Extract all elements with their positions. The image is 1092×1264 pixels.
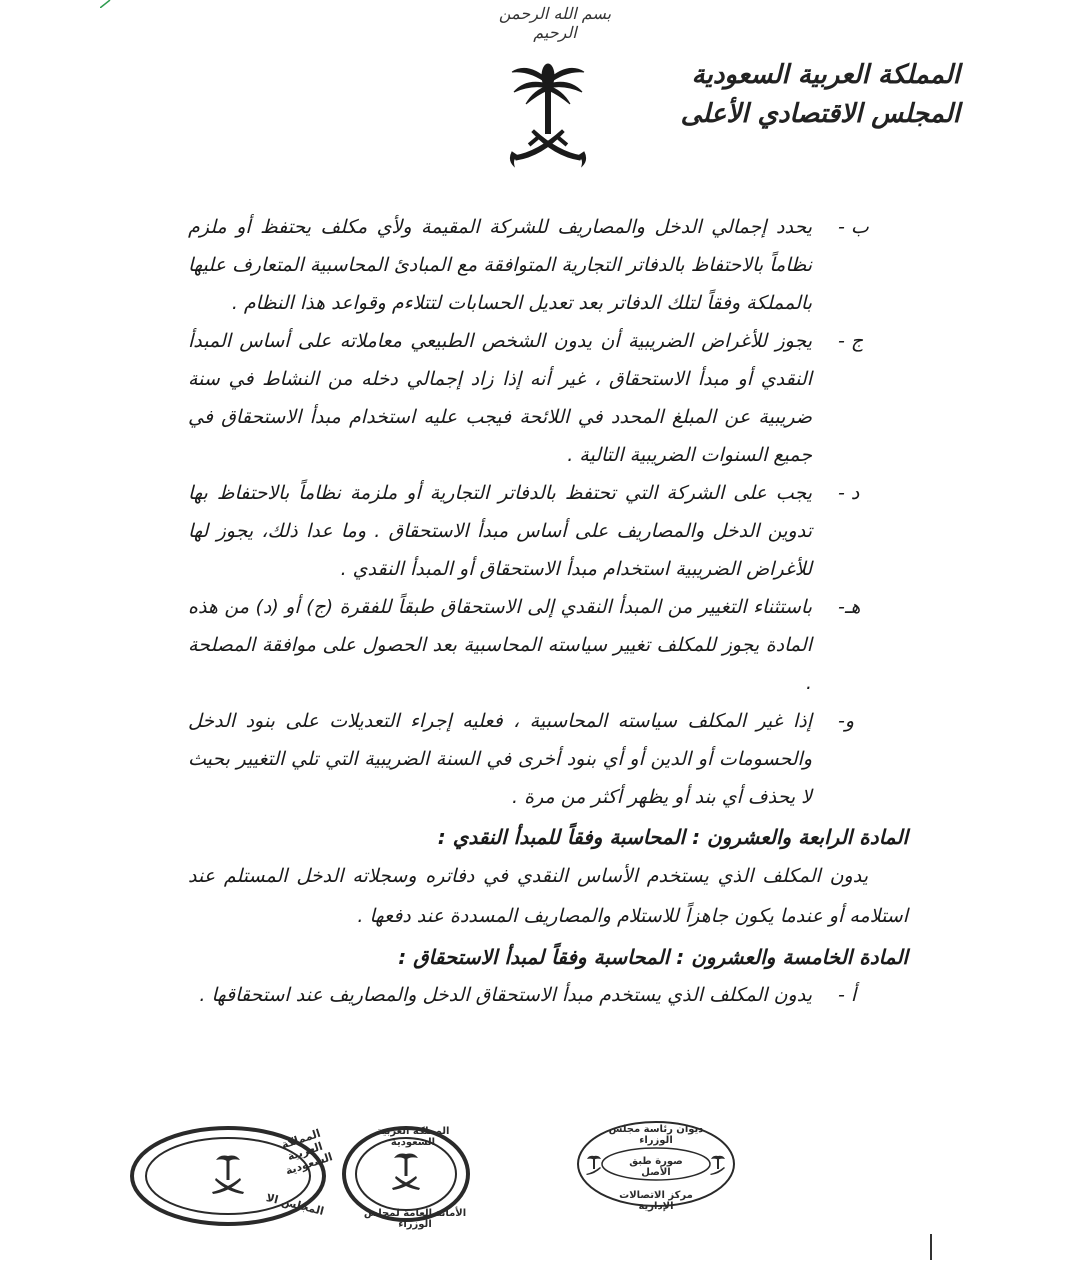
clause-marker: هـ- (838, 596, 861, 618)
clause-marker: ب - (838, 216, 869, 238)
basmala: بسم الله الرحمن الرحيم (498, 4, 612, 42)
page-edge-mark (930, 1234, 932, 1260)
stamp-1-bottom-text: المجلس الا (264, 1191, 326, 1218)
clause-text: باستثناء التغيير من المبدأ النقدي إلى الاستحقاق طبقاً للفقرة (ج) أو (د) من هذه المادة يجوز للمكلف تغيير سياسته المحاسبية بعد الحصول على موافقة المصلحة . (188, 596, 812, 694)
clause-text: يجوز للأغراض الضريبية أن يدون الشخص الطبيعي معاملاته على أساس المبدأ النقدي أو مبدأ الاستحقاق ، غير أنه إذا زاد إجمالي دخله من النشاط في سنة ضريبية عن المبلغ المحدد في اللائحة فيجب عليه استخدام مبدأ الاستحقاق في جميع السنوات الضريبية التالية . (188, 330, 812, 466)
clause-marker: أ - (838, 984, 857, 1006)
clause-text: يحدد إجمالي الدخل والمصاريف للشركة المقيمة ولأي مكلف يحتفظ أو ملزم نظاماً بالاحتفاظ بالدفاتر التجارية المتوافقة مع المبادئ المحاسبية المتعارف عليها بالمملكة وفقاً لتلك الدفاتر بعد تعديل الحسابات لتتلاءم وقواعد هذا النظام . (188, 216, 812, 314)
clause-text: إذا غير المكلف سياسته المحاسبية ، فعليه إجراء التعديلات على بنود الدخل والحسومات أو الدين أو أي بنود أخرى في السنة الضريبية التي تلي التغيير بحيث لا يحذف أي بند أو يظهر أكثر من مرة . (188, 710, 812, 808)
document-body (188, 208, 908, 1014)
green-corner-mark (100, 0, 114, 8)
stamp-2-bottom-text: الأمانة العامة لمجلس الوزراء (363, 1208, 467, 1230)
stamp-2-top-text: المملكة العربية السعودية (376, 1126, 450, 1148)
clause-d (188, 474, 908, 588)
clause-marker: ج - (838, 330, 864, 352)
stamp-1-top-text: المملكة العربية السعودية (279, 1126, 335, 1178)
clause-text: يجب على الشركة التي تحتفظ بالدفاتر التجارية أو ملزمة نظاماً بالاحتفاظ بها تدوين الدخل والمصاريف على أساس مبدأ الاستحقاق . وما عدا ذلك، يجوز لها للأغراض الضريبية استخدام مبدأ الاستحقاق أو المبدأ النقدي . (188, 482, 812, 580)
stamp-3-bottom-text: مركز الاتصالات الإدارية (619, 1190, 693, 1212)
clause-marker: د - (838, 482, 860, 504)
official-stamps (120, 1118, 760, 1228)
article-24-body: يدون المكلف الذي يستخدم الأساس النقدي في دفاتره وسجلاته الدخل المستلم عند استلامه أو عندما يكون جاهزاً للاستلام والمصاريف المسددة عند دفعها . (188, 865, 908, 927)
saudi-emblem-icon (508, 56, 588, 174)
letterhead (681, 58, 960, 136)
clause-marker: و- (838, 710, 855, 732)
clause-j (188, 322, 908, 474)
clause-text: يدون المكلف الذي يستخدم مبدأ الاستحقاق الدخل والمصاريف عند استحقاقها . (199, 984, 812, 1006)
kingdom-title: المملكة العربية السعودية (691, 60, 960, 90)
article-25-clause-a (188, 976, 908, 1014)
article-25-heading: المادة الخامسة والعشرون : المحاسبة وفقاً لمبدأ الاستحقاق : (398, 945, 908, 969)
clause-w (188, 702, 908, 816)
article-24-heading: المادة الرابعة والعشرون : المحاسبة وفقاً للمبدأ النقدي : (437, 825, 908, 849)
stamp-3-mid-text: صورة طبق الأصل (629, 1156, 683, 1178)
clause-b (188, 208, 908, 322)
council-title: المجلس الاقتصادي الأعلى (680, 99, 960, 129)
clause-h (188, 588, 908, 702)
stamp-3-top-text: ديوان رئاسة مجلس الوزراء (608, 1124, 704, 1146)
